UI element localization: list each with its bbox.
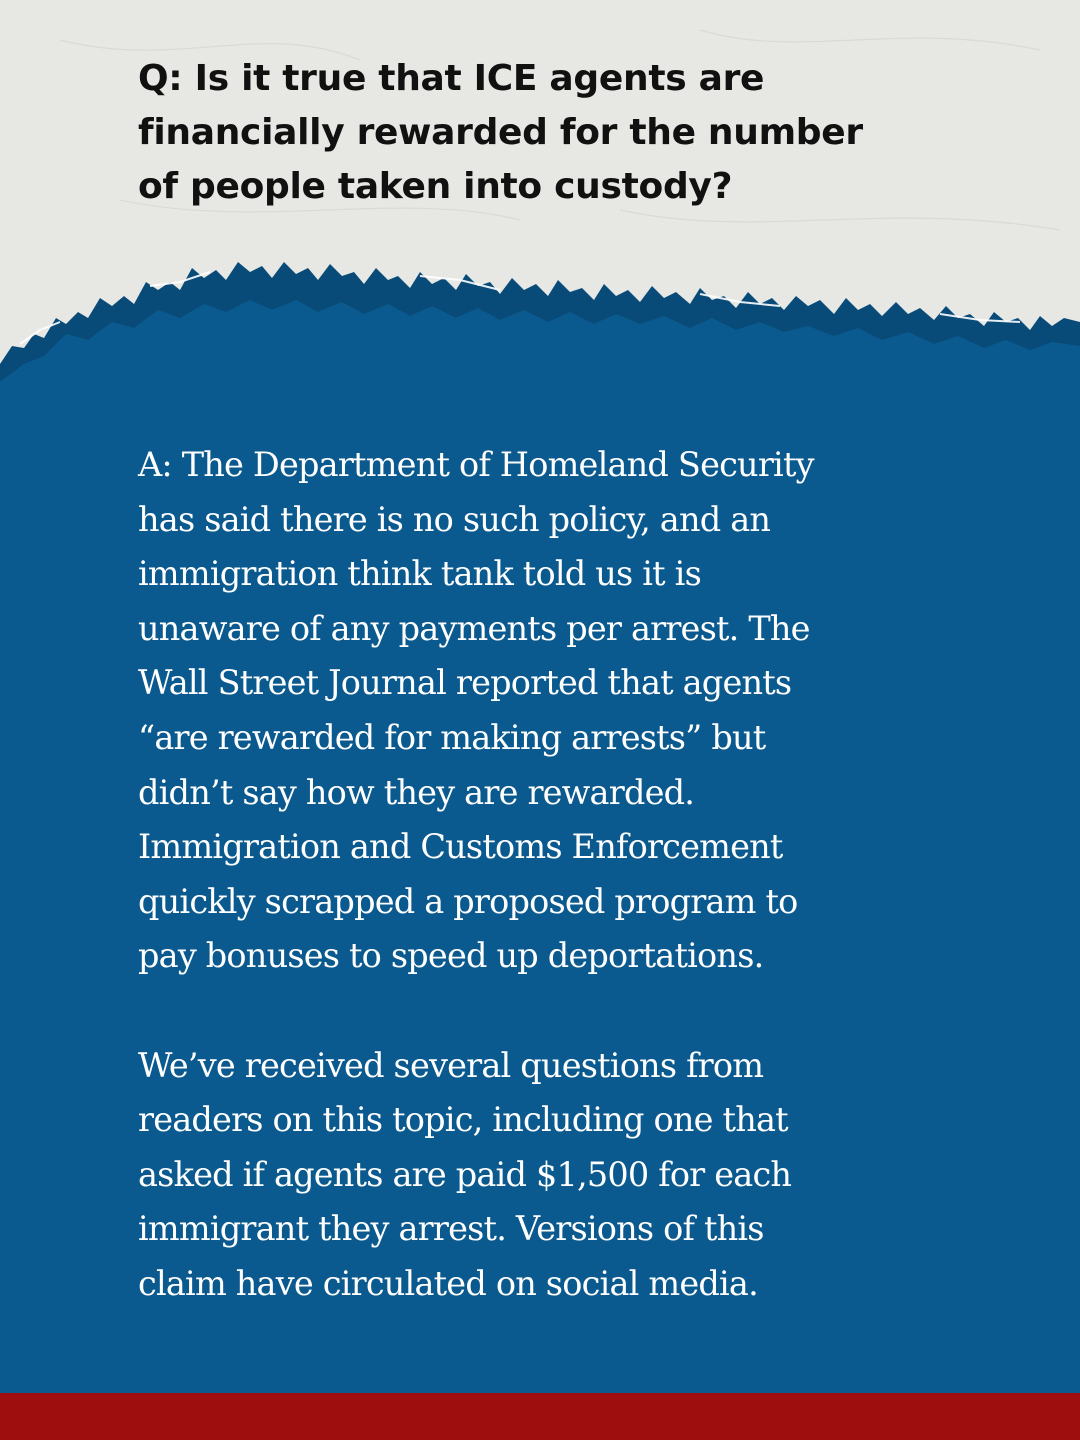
answer-section [138, 438, 958, 1312]
question-heading: Q: Is it true that ICE agents are financially rewarded for the number of people taken into custody? [138, 58, 863, 207]
answer-paragraph: A: The Department of Homeland Security has said there is no such policy, and an immigration think tank told us it is unaware of any payments per arrest. The Wall Street Journal reported that agents “are rewarded for making arrests” but didn’t say how they are rewarded. Immigration and Customs Enforcement quickly scrapped a proposed program to pay bonuses to speed up deportations. [138, 445, 814, 976]
bottom-accent-bar [0, 1393, 1080, 1440]
followup-paragraph: We’ve received several questions from readers on this topic, including one that asked if agents are paid $1,500 for each immigrant they arrest. Versions of this claim have circulated on social media. [138, 1045, 792, 1303]
